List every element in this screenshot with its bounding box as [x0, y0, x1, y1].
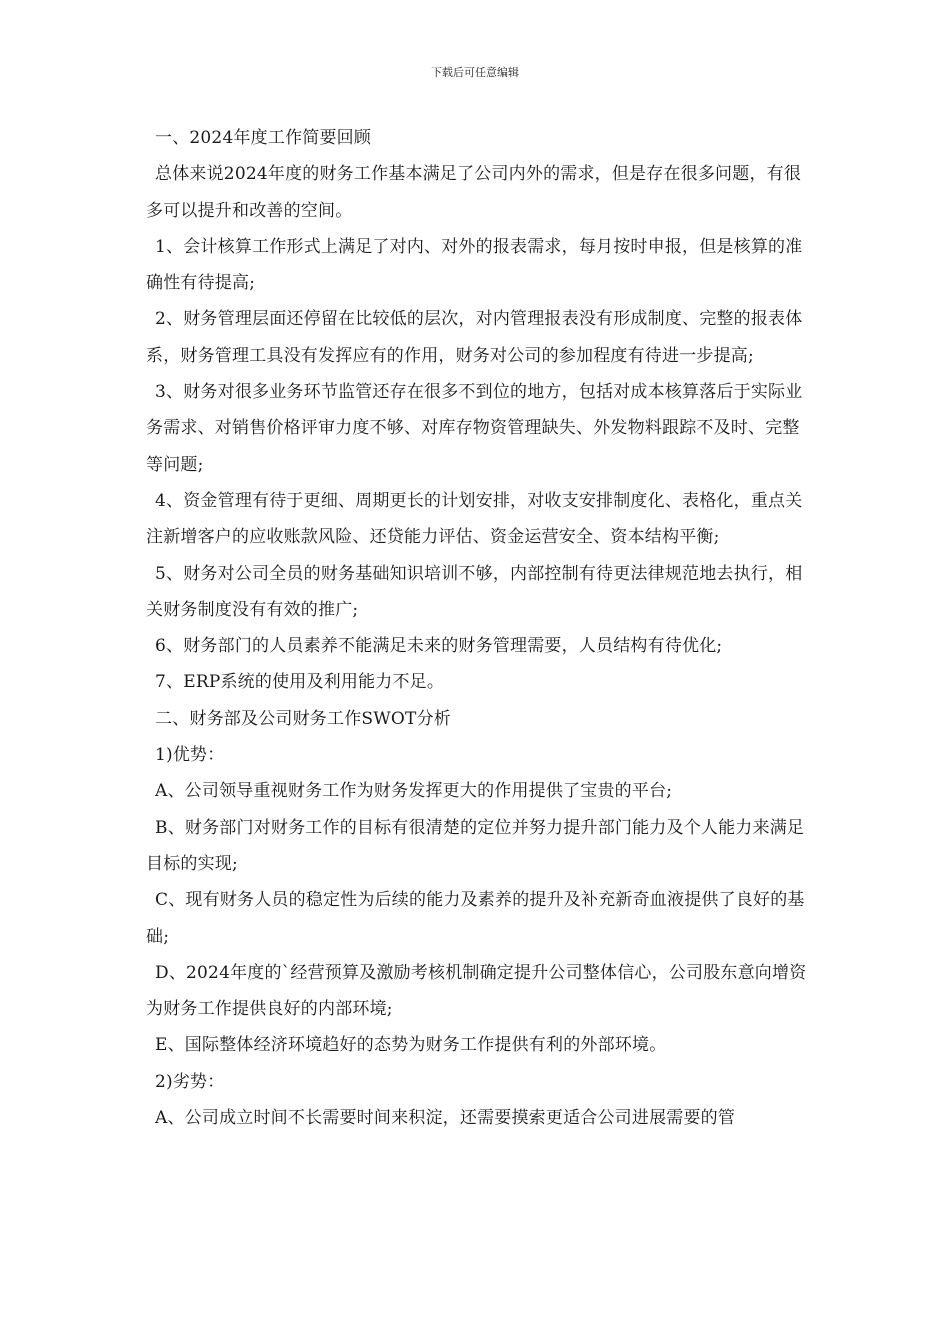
subheading-strengths: 1)优势：: [155, 745, 225, 766]
section-heading-swot: 二、财务部及公司财务工作SWOT分析: [155, 708, 451, 729]
section-heading-review: 一、2024年度工作简要回顾: [155, 128, 372, 148]
list-item-1: 1、会计核算工作形式上满足了对内、对外的报表需求，每月按时申报，但是核算的准确性有待提高;: [146, 236, 803, 294]
strength-item-e: E、国际整体经济环境趋好的态势为财务工作提供有利的外部环境。: [155, 1035, 667, 1056]
list-item-5: 5、财务对公司全员的财务基础知识培训不够，内部控制有待更法律规范地去执行，相关财务制度没有有效的推广;: [146, 563, 803, 620]
strength-item-d: D、2024年度的`经营预算及激励考核机制确定提升公司整体信心，公司股东意向增资为财务工作提供良好的内部环境;: [146, 962, 807, 1020]
weakness-item-a: A、公司成立时间不长需要时间来积淀，还需要摸索更适合公司进展需要的管: [155, 1108, 736, 1129]
document-body: [146, 120, 810, 1136]
list-item-6: 6、财务部门的人员素养不能满足未来的财务管理需要，人员结构有待优化;: [155, 636, 723, 657]
list-item-2: 2、财务管理层面还停留在比较低的层次，对内管理报表没有形成制度、完整的报表体系，财务管理工具没有发挥应有的作用，财务对公司的参加程度有待进一步提高;: [146, 309, 803, 366]
page-header: 下载后可任意编辑: [431, 66, 519, 79]
paragraph-summary: 总体来说2024年度的财务工作基本满足了公司内外的需求，但是存在很多问题，有很多可以提升和改善的空间。: [146, 164, 802, 221]
strength-item-c: C、现有财务人员的稳定性为后续的能力及素养的提升及补充新奇血液提供了良好的基础;: [146, 890, 805, 947]
strength-item-a: A、公司领导重视财务工作为财务发挥更大的作用提供了宝贵的平台;: [155, 781, 673, 802]
strength-item-b: B、财务部门对财务工作的目标有很清楚的定位并努力提升部门能力及个人能力来满足目标的实现;: [146, 817, 805, 874]
list-item-3: 3、财务对很多业务环节监管还存在很多不到位的地方，包括对成本核算落后于实际业务需求、对销售价格评审力度不够、对库存物资管理缺失、外发物料跟踪不及时、完整等问题;: [146, 382, 803, 475]
list-item-4: 4、资金管理有待于更细、周期更长的计划安排，对收支安排制度化、表格化，重点关注新增客户的应收账款风险、还贷能力评估、资金运营安全、资本结构平衡;: [146, 490, 803, 548]
subheading-weaknesses: 2)劣势：: [155, 1071, 225, 1092]
list-item-7: 7、ERP系统的使用及利用能力不足。: [155, 672, 445, 693]
